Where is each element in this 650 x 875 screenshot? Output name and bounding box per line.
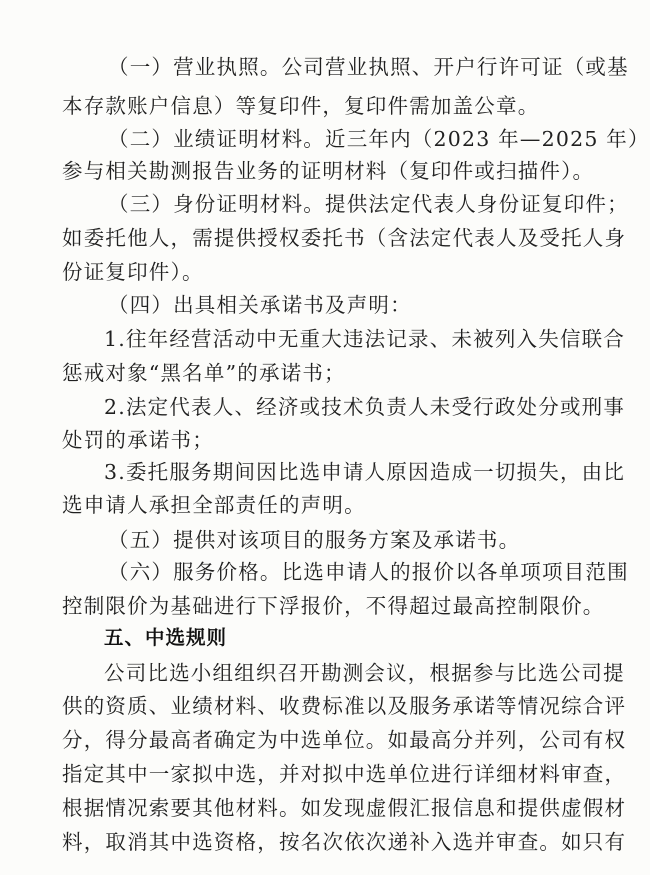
text-line: （二）业绩证明材料。近三年内（2023 年—2025 年）	[108, 127, 650, 151]
text-line: 根据情况索要其他材料。如发现虚假汇报信息和提供虚假材	[62, 796, 627, 820]
text-line: 选申请人承担全部责任的声明。	[62, 493, 366, 517]
text-line: 惩戒对象“黑名单”的承诺书；	[62, 361, 346, 385]
section-title: 五、中选规则	[104, 626, 228, 649]
text-line: （四）出具相关承诺书及声明：	[108, 293, 412, 317]
text-line: 公司比选小组组织召开勘测会议，根据参与比选公司提	[104, 661, 625, 685]
text-line: 1.往年经营活动中无重大违法记录、未被列入失信联合	[104, 327, 626, 351]
text-line: 本存款账户信息）等复印件，复印件需加盖公章。	[62, 94, 540, 118]
text-line: 处罚的承诺书；	[62, 428, 214, 452]
text-line: 控制限价为基础进行下浮报价，不得超过最高控制限价。	[62, 594, 605, 618]
text-line: 分，得分最高者确定为中选单位。如最高分并列，公司有权	[62, 728, 627, 752]
text-line: 如委托他人，需提供授权委托书（含法定代表人及受托人身	[62, 226, 627, 250]
text-line: 份证复印件）。	[62, 260, 204, 284]
text-line: （三）身份证明材料。提供法定代表人身份证复印件；	[108, 192, 629, 216]
text-line: （六）服务价格。比选申请人的报价以各单项项目范围	[108, 560, 629, 584]
text-line: 参与相关勘测报告业务的证明材料（复印件或扫描件）。	[62, 159, 595, 183]
text-line: （一）营业执照。公司营业执照、开户行许可证（或基	[108, 55, 629, 79]
text-line: 料，取消其中选资格，按名次依次递补入选并审查。如只有	[62, 830, 627, 854]
text-line: （五）提供对该项目的服务方案及承诺书。	[108, 528, 521, 552]
text-line: 指定其中一家拟中选，并对拟中选单位进行详细材料审查，	[62, 762, 627, 786]
text-line: 3.委托服务期间因比选申请人原因造成一切损失，由比	[104, 460, 626, 484]
text-line: 供的资质、业绩材料、收费标准以及服务承诺等情况综合评	[62, 694, 627, 718]
text-line: 2.法定代表人、经济或技术负责人未受行政处分或刑事	[104, 395, 626, 419]
